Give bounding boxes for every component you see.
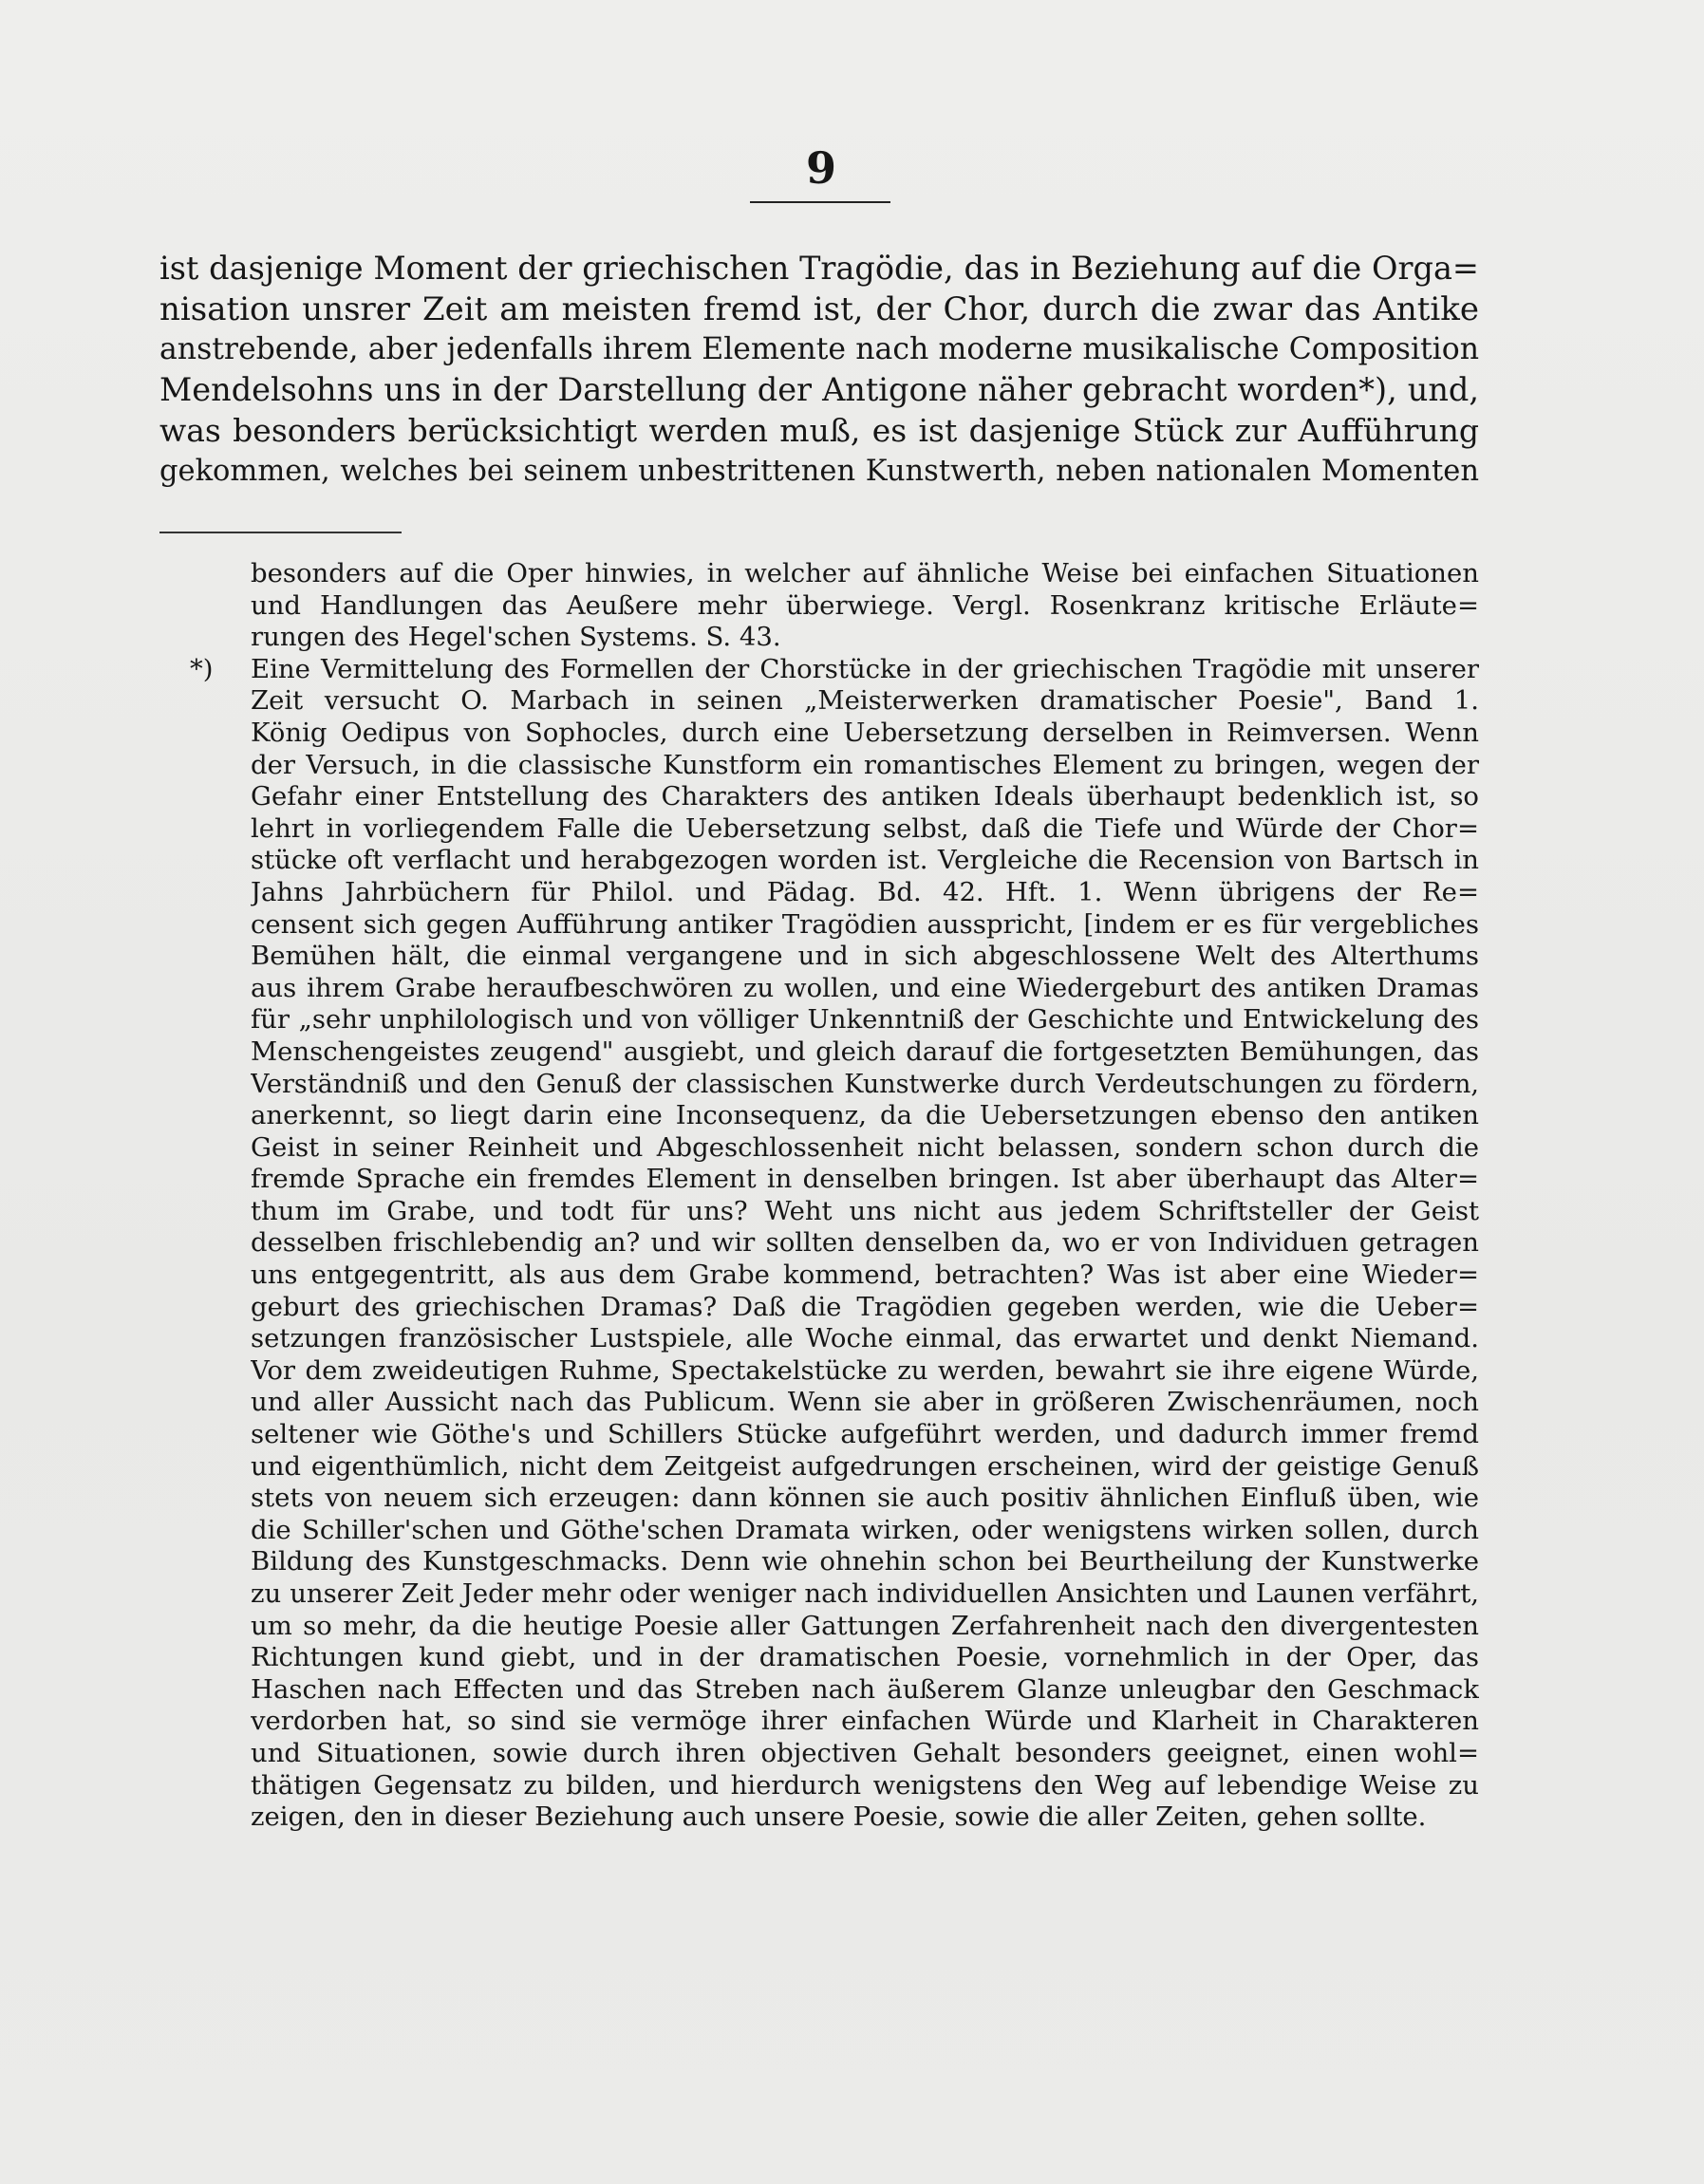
footnote-line: desselben frischlebendig an? und wir sollten denselben da, wo er von Individuen getragen	[251, 1227, 1479, 1259]
footnote-line: zu unserer Zeit Jeder mehr oder weniger nach individuellen Ansichten und Launen verfährt,	[251, 1578, 1479, 1609]
main-text-line: ist dasjenige Moment der griechischen Tragödie, das in Beziehung auf die Orga=	[159, 250, 1479, 287]
footnote-line: Verständniß und den Genuß der classischen Kunstwerke durch Verdeutschungen zu fördern,	[251, 1069, 1479, 1099]
footnote-marker: *)	[190, 653, 214, 684]
footnote-line: Zeit versucht O. Marbach in seinen „Meisterwerken dramatischer Poesie", Band 1.	[251, 685, 1479, 717]
footnote-line: und Situationen, sowie durch ihren objectiven Gehalt besonders geeignet, einen wohl=	[251, 1737, 1479, 1768]
footnote-line: anerkennt, so liegt darin eine Inconsequenz, da die Uebersetzungen ebenso den antiken	[251, 1100, 1479, 1131]
footnote-line: censent sich gegen Aufführung antiker Tragödien ausspricht, [indem er es für vergebliches	[251, 908, 1479, 940]
footnote-line: fremde Sprache ein fremdes Element in denselben bringen. Ist aber überhaupt das Alter=	[251, 1164, 1479, 1195]
footnote-separator	[159, 532, 402, 533]
main-text-line: gekommen, welches bei seinem unbestrittenen Kunstwerth, neben nationalen Momenten	[159, 454, 1479, 488]
footnote-line: König Oedipus von Sophocles, durch eine Uebersetzung derselben in Reimversen. Wenn	[251, 717, 1479, 748]
footnote-line: Richtungen kund giebt, und in der dramatischen Poesie, vornehmlich in der Oper, das	[251, 1642, 1479, 1673]
main-text-line: was besonders berücksichtigt werden muß, es ist dasjenige Stück zur Aufführung	[159, 411, 1479, 449]
main-text-line: nisation unsrer Zeit am meisten fremd ist, der Chor, durch die zwar das Antike	[159, 289, 1479, 328]
main-text-line: anstrebende, aber jedenfalls ihrem Elemente nach moderne musikalische Composition	[159, 332, 1479, 367]
footnote-line: uns entgegentritt, als aus dem Grabe kommend, betrachten? Was ist aber eine Wieder=	[251, 1260, 1479, 1291]
footnote-line: thum im Grabe, und todt für uns? Weht uns nicht aus jedem Schriftsteller der Geist	[251, 1195, 1479, 1226]
footnote-line: aus ihrem Grabe heraufbeschwören zu wollen, und eine Wiedergeburt des antiken Dramas	[251, 972, 1479, 1003]
footnote-line: stücke oft verflacht und herabgezogen worden ist. Vergleiche die Recension von Bartsch in	[251, 845, 1479, 876]
footnote-line: und aller Aussicht nach das Publicum. Wenn sie aber in größeren Zwischenräumen, noch	[251, 1387, 1479, 1418]
footnote-line: die Schiller'schen und Göthe'schen Dramata wirken, oder wenigstens wirken sollen, durch	[251, 1514, 1479, 1545]
footnote-line: Menschengeistes zeugend" ausgiebt, und gleich darauf die fortgesetzten Bemühungen, das	[251, 1036, 1479, 1067]
footnote-line: zeigen, den in dieser Beziehung auch unsere Poesie, sowie die aller Zeiten, gehen sollte.	[251, 1801, 1427, 1833]
footnote-line: setzungen französischer Lustspiele, alle Woche einmal, das erwartet und denkt Niemand.	[251, 1323, 1479, 1354]
footnote-line: Haschen nach Effecten und das Streben nach äußerem Glanze unleugbar den Geschmack	[251, 1673, 1479, 1705]
footnote-line: Bildung des Kunstgeschmacks. Denn wie ohnehin schon bei Beurtheilung der Kunstwerke	[251, 1546, 1479, 1577]
footnote-line: geburt des griechischen Dramas? Daß die Tragödien gegeben werden, wie die Ueber=	[251, 1291, 1479, 1322]
page-number-rule	[750, 201, 890, 203]
page-number: 9	[805, 142, 836, 194]
footnote-line: verdorben hat, so sind sie vermöge ihrer einfachen Würde und Klarheit in Charakteren	[251, 1706, 1479, 1737]
footnote-line: seltener wie Göthe's und Schillers Stücke aufgeführt werden, und dadurch immer fremd	[251, 1419, 1479, 1450]
footnote-line: um so mehr, da die heutige Poesie aller Gattungen Zerfahrenheit nach den divergentesten	[251, 1610, 1479, 1641]
footnote-line: Jahns Jahrbüchern für Philol. und Pädag. Bd. 42. Hft. 1. Wenn übrigens der Re=	[251, 876, 1479, 907]
footnote-line: für „sehr unphilologisch und von völliger Unkenntniß der Geschichte und Entwickelung des	[251, 1004, 1479, 1036]
footnote-star	[159, 654, 1479, 1834]
footnote-line: Gefahr einer Entstellung des Charakters des antiken Ideals überhaupt bedenklich ist, so	[251, 781, 1479, 812]
footnote-line: thätigen Gegensatz zu bilden, und hierdurch wenigstens den Weg auf lebendige Weise zu	[251, 1769, 1479, 1801]
footnote-line: Geist in seiner Reinheit und Abgeschlossenheit nicht belassen, sondern schon durch die	[251, 1131, 1479, 1163]
main-text-line: Mendelsohns uns in der Darstellung der Antigone näher gebracht worden*), und,	[159, 371, 1479, 409]
footnote-line: der Versuch, in die classische Kunstform ein romantisches Element zu bringen, wegen der	[251, 749, 1479, 780]
footnote-line: Bemühen hält, die einmal vergangene und in sich abgeschlossene Welt des Alterthums	[251, 941, 1479, 972]
footnote-line: Vor dem zweideutigen Ruhme, Spectakelstücke zu werden, bewahrt sie ihre eigene Würde,	[251, 1354, 1479, 1386]
footnote-line: besonders auf die Oper hinwies, in welcher auf ähnliche Weise bei einfachen Situationen	[251, 558, 1479, 588]
footnotes	[159, 558, 1479, 1834]
footnote-line: und eigenthümlich, nicht dem Zeitgeist aufgedrungen erscheinen, wird der geistige Genuß	[251, 1450, 1479, 1482]
footnote-line: lehrt in vorliegendem Falle die Uebersetzung selbst, daß die Tiefe und Würde der Chor=	[251, 812, 1479, 844]
footnote-continuation	[159, 558, 1479, 654]
footnote-line: stets von neuem sich erzeugen: dann können sie auch positiv ähnlichen Einfluß üben, wie	[251, 1483, 1479, 1514]
footnote-line: rungen des Hegel'schen Systems. S. 43.	[251, 622, 781, 653]
footnote-line: Eine Vermittelung des Formellen der Chorstücke in der griechischen Tragödie mit unserer	[251, 653, 1479, 684]
footnote-line: und Handlungen das Aeußere mehr überwiege. Vergl. Rosenkranz kritische Erläute=	[251, 589, 1479, 621]
main-text	[159, 249, 1479, 492]
